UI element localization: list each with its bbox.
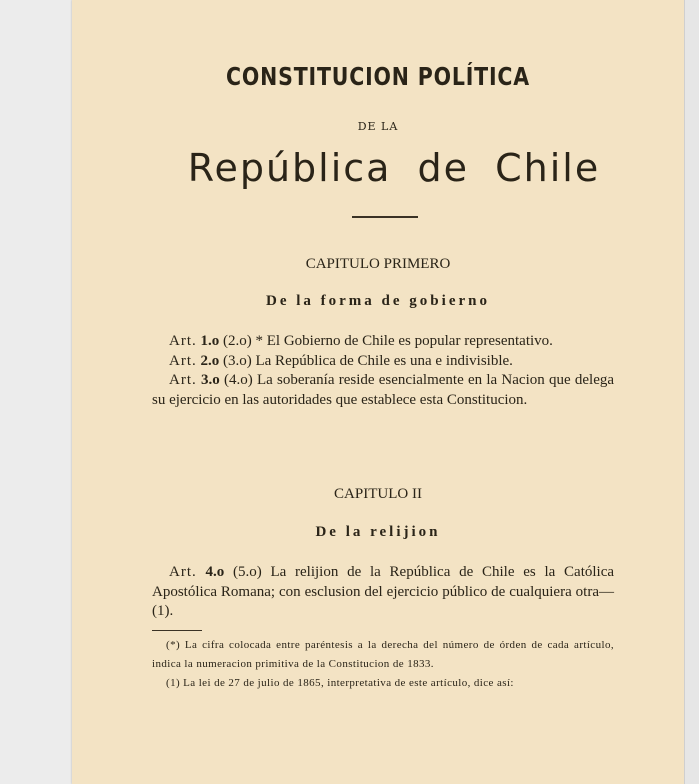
footnotes <box>152 636 614 693</box>
title-divider <box>352 216 418 218</box>
article-1: Art. 1.o (2.o) * El Gobierno de Chile es popular representativo. <box>169 333 553 349</box>
chapter-heading-2: CAPITULO II <box>334 486 422 502</box>
document-subtitle: República de Chile <box>187 146 601 190</box>
title-connector: DE LA <box>357 120 399 133</box>
section-heading-1: De la forma de gobierno <box>266 293 490 309</box>
chapter-heading-1: CAPITULO PRIMERO <box>305 256 451 272</box>
article-2: Art. 2.o (3.o) La República de Chile es una e indivisible. <box>169 352 513 369</box>
document-title: CONSTITUCION POLÍTICA <box>226 62 530 91</box>
footnote-divider <box>152 630 202 631</box>
chapter-1-body <box>152 332 614 410</box>
document-page <box>72 0 684 784</box>
footnote-1: (1) La lei de 27 de julio de 1865, interpretativa de este artículo, dice así: <box>166 677 514 689</box>
chapter-2-body <box>152 563 614 622</box>
article-3: Art. 3.o (4.o) La soberanía reside esencialmente en la Nacion que delega su ejercicio en las autoridades que establece esta Constitucion. <box>152 372 615 408</box>
article-4: Art. 4.o (5.o) La relijion de la República de Chile es la Católica Apostólica Romana; con esclusion del ejercicio público de cualquiera otra—(1). <box>152 564 615 619</box>
section-heading-2: De la relijion <box>315 524 441 540</box>
scrollbar-track[interactable] <box>684 0 699 784</box>
footnote-asterisk: (*) La cifra colocada entre paréntesis a la derecha del número de órden de cada artículo, indica la numeracion primitiva de la Constitucion de 1833. <box>152 639 614 670</box>
